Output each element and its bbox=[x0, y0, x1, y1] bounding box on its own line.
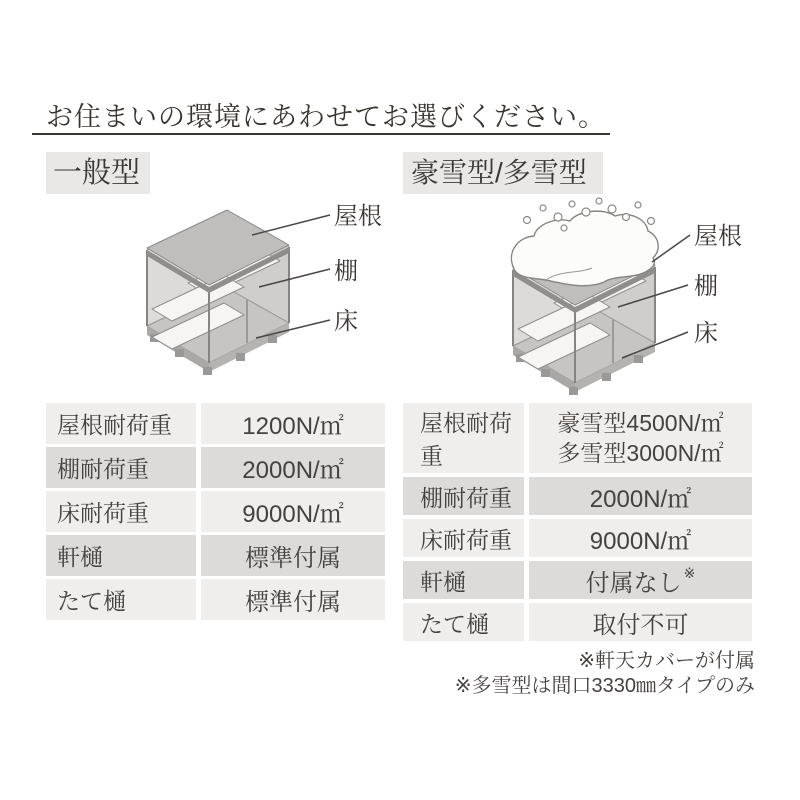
spec-label: 棚耐荷重 bbox=[46, 447, 196, 488]
spec-value: 9000N/㎡ bbox=[529, 519, 752, 557]
spec-value: 9000N/㎡ bbox=[201, 491, 385, 532]
spec-value bbox=[529, 403, 752, 473]
table-row bbox=[403, 477, 752, 515]
heading-general-type: 一般型 bbox=[46, 152, 150, 194]
spec-value: 標準付属 bbox=[201, 535, 385, 576]
heading-heavy-snow-type: 豪雪型/多雪型 bbox=[403, 152, 603, 194]
floor-label: 床 bbox=[694, 320, 718, 347]
spec-label: 棚耐荷重 bbox=[403, 477, 524, 515]
spec-table-heavy-snow bbox=[403, 403, 752, 645]
spec-value-line: 豪雪型4500N/㎡ bbox=[557, 410, 724, 436]
table-row bbox=[46, 403, 385, 444]
table-row bbox=[46, 491, 385, 532]
footnotes bbox=[403, 649, 755, 699]
spec-label: 床耐荷重 bbox=[46, 491, 196, 532]
table-row bbox=[403, 561, 752, 599]
spec-value bbox=[529, 561, 752, 599]
spec-value: 標準付属 bbox=[201, 579, 385, 620]
shelf-label: 棚 bbox=[694, 273, 718, 300]
page-title: お住まいの環境にあわせてお選びください。 bbox=[46, 102, 606, 132]
spec-value: 2000N/㎡ bbox=[201, 447, 385, 488]
note-mark: ※ bbox=[683, 564, 696, 581]
spec-value-text: 付属なし bbox=[585, 569, 682, 597]
roof-label: 屋根 bbox=[334, 203, 382, 230]
table-row bbox=[403, 403, 752, 473]
shed-illustration bbox=[147, 210, 289, 375]
spec-table-general bbox=[46, 403, 385, 623]
footnote-width-type: ※多雪型は間口3330㎜タイプのみ bbox=[454, 675, 755, 697]
spec-label: 軒樋 bbox=[403, 561, 524, 599]
spec-value-line: 多雪型3000N/㎡ bbox=[557, 440, 724, 466]
spec-label: たて樋 bbox=[403, 603, 524, 641]
table-row bbox=[46, 535, 385, 576]
spec-value: 1200N/㎡ bbox=[201, 403, 385, 444]
table-row bbox=[46, 579, 385, 620]
spec-value: 2000N/㎡ bbox=[529, 477, 752, 515]
snow-cap bbox=[511, 211, 658, 286]
table-row bbox=[403, 519, 752, 557]
shed-diagram-heavy-snow bbox=[410, 190, 762, 402]
shelf-label: 棚 bbox=[334, 258, 358, 285]
shed-diagram-general bbox=[40, 195, 390, 395]
table-row bbox=[46, 447, 385, 488]
footnote-soffit-cover: ※軒天カバーが付属 bbox=[578, 650, 755, 672]
title-underline bbox=[32, 133, 610, 135]
roof-label: 屋根 bbox=[694, 223, 742, 250]
spec-value: 取付不可 bbox=[529, 603, 752, 641]
spec-label: 屋根耐荷重 bbox=[46, 403, 196, 444]
table-row bbox=[403, 603, 752, 641]
spec-label: 床耐荷重 bbox=[403, 519, 524, 557]
spec-label: 屋根耐荷重 bbox=[403, 403, 524, 473]
spec-label: 軒樋 bbox=[46, 535, 196, 576]
spec-label: たて樋 bbox=[46, 579, 196, 620]
floor-label: 床 bbox=[334, 308, 358, 335]
